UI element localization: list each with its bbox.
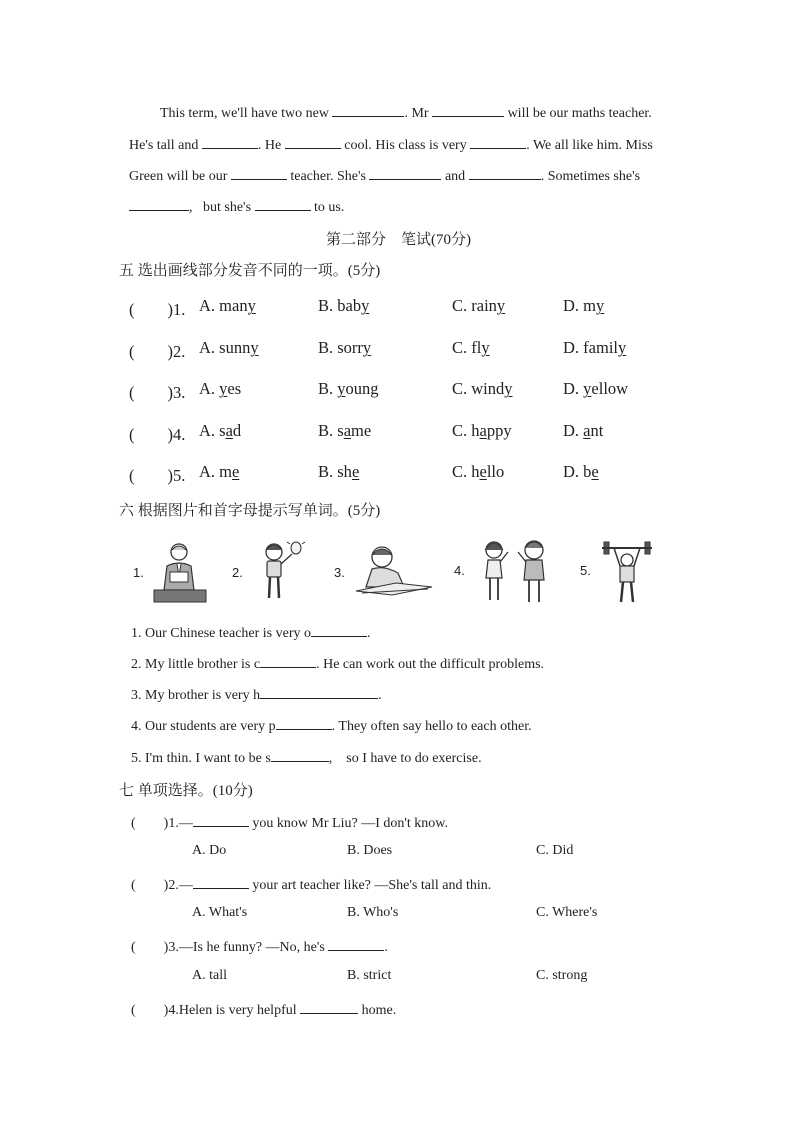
blank[interactable]: [470, 136, 526, 149]
blank[interactable]: [255, 198, 311, 211]
blank[interactable]: [260, 655, 316, 668]
blank[interactable]: [202, 136, 258, 149]
picture-number: 5.: [580, 563, 591, 578]
question: ( )3.—Is he funny? —No, he's .: [131, 940, 388, 955]
option-d[interactable]: D. yellow: [563, 379, 629, 398]
studying-boy-picture: [352, 543, 434, 599]
passage-line-1: This term, we'll have two new . Mr will be our maths teacher.: [160, 106, 652, 121]
fill-in-item: 4. Our students are very p . They often say hello to each other.: [131, 719, 532, 734]
option-c[interactable]: C. rainy: [452, 296, 506, 315]
fill-in-item: 1. Our Chinese teacher is very o .: [131, 626, 371, 641]
option-b[interactable]: B. strict: [347, 968, 392, 983]
option-d[interactable]: D. family: [563, 338, 627, 357]
option-a[interactable]: A. me: [199, 462, 240, 481]
blank[interactable]: [260, 686, 378, 699]
fill-in-item: 3. My brother is very h .: [131, 688, 382, 703]
option-b[interactable]: B. Who's: [347, 905, 399, 920]
option-c[interactable]: C. Where's: [536, 905, 598, 920]
fill-in-item: 5. I'm thin. I want to be s , so I have to do exercise.: [131, 751, 482, 766]
option-d[interactable]: D. ant: [563, 421, 604, 440]
passage-line-3: Green will be our teacher. She's and . Sometimes she's: [129, 169, 641, 184]
question: ( )2.— your art teacher like? —She's tall and thin.: [131, 878, 492, 893]
blank[interactable]: [271, 749, 329, 762]
clever-boy-picture: [258, 540, 308, 604]
option-b[interactable]: B. young: [318, 379, 379, 398]
blank[interactable]: [231, 167, 287, 180]
blank[interactable]: [300, 1001, 358, 1014]
picture-number: 1.: [133, 565, 144, 580]
option-a[interactable]: A. Do: [192, 843, 227, 858]
question-row: ( )3.: [129, 383, 186, 402]
option-c[interactable]: C. happy: [452, 421, 512, 440]
blank[interactable]: [193, 876, 249, 889]
question-row: ( )4.: [129, 425, 186, 444]
weightlifter-picture: [600, 536, 654, 604]
option-b[interactable]: B. sorry: [318, 338, 372, 357]
option-c[interactable]: C. Did: [536, 843, 574, 858]
option-a[interactable]: A. many: [199, 296, 256, 315]
old-teacher-picture: [150, 540, 208, 604]
question-row: ( )5.: [129, 466, 186, 485]
section-7-title: 七 单项选择。(10分): [119, 783, 253, 799]
blank[interactable]: [328, 938, 384, 951]
blank[interactable]: [432, 104, 504, 117]
picture-number: 2.: [232, 565, 243, 580]
option-b[interactable]: B. she: [318, 462, 360, 481]
fill-in-item: 2. My little brother is c . He can work out the difficult problems.: [131, 657, 545, 672]
blank[interactable]: [285, 136, 341, 149]
part-title: 第二部分 笔试(70分): [326, 232, 471, 248]
blank[interactable]: [193, 814, 249, 827]
blank[interactable]: [129, 198, 189, 211]
blank[interactable]: [469, 167, 541, 180]
picture-number: 3.: [334, 565, 345, 580]
passage-line-4: , but she's to us.: [129, 198, 344, 216]
option-a[interactable]: A. tall: [192, 968, 227, 983]
option-a[interactable]: A. sunny: [199, 338, 259, 357]
blank[interactable]: [311, 624, 367, 637]
option-b[interactable]: B. baby: [318, 296, 370, 315]
question: ( )4.Helen is very helpful home.: [131, 1003, 397, 1018]
blank[interactable]: [276, 717, 332, 730]
option-c[interactable]: C. windy: [452, 379, 513, 398]
option-b[interactable]: B. same: [318, 421, 372, 440]
passage-line-2: He's tall and . He cool. His class is very . We all like him. Miss: [129, 138, 653, 153]
option-a[interactable]: A. What's: [192, 905, 248, 920]
section-5-title: 五 选出画线部分发音不同的一项。(5分): [119, 263, 381, 279]
option-d[interactable]: D. my: [563, 296, 605, 315]
section-6-title: 六 根据图片和首字母提示写单词。(5分): [119, 503, 381, 519]
blank[interactable]: [332, 104, 404, 117]
option-a[interactable]: A. yes: [199, 379, 242, 398]
option-b[interactable]: B. Does: [347, 843, 393, 858]
option-c[interactable]: C. hello: [452, 462, 505, 481]
question: ( )1.— you know Mr Liu? —I don't know.: [131, 816, 448, 831]
question-row: ( )2.: [129, 342, 186, 361]
option-d[interactable]: D. be: [563, 462, 599, 481]
option-a[interactable]: A. sad: [199, 421, 242, 440]
option-c[interactable]: C. strong: [536, 968, 588, 983]
greeting-children-picture: [478, 538, 552, 604]
blank[interactable]: [369, 167, 441, 180]
question-row: ( )1.: [129, 300, 186, 319]
option-c[interactable]: C. fly: [452, 338, 490, 357]
picture-number: 4.: [454, 563, 465, 578]
